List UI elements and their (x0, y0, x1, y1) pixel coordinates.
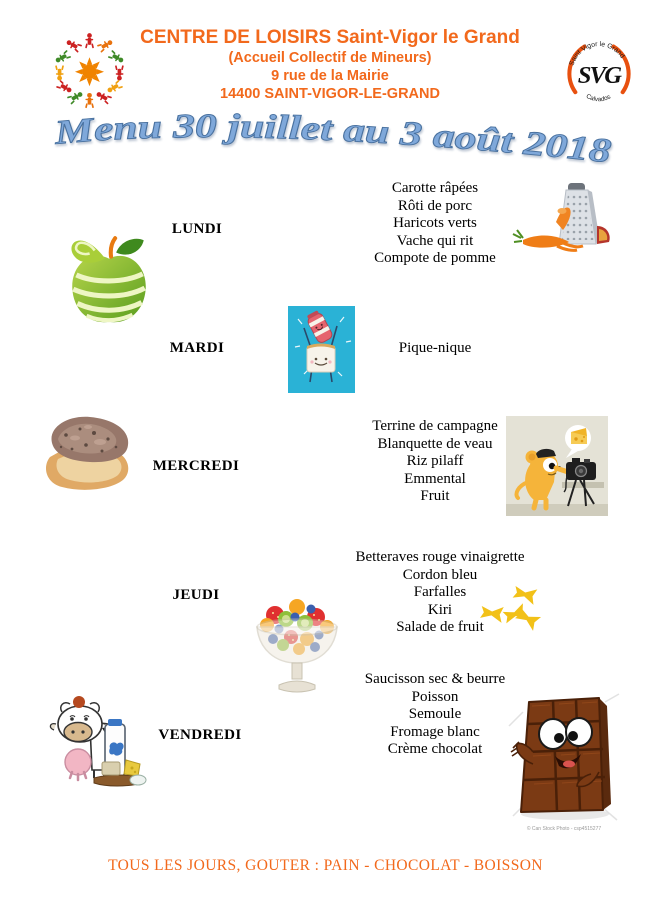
menu-item: Riz pilaff (406, 453, 464, 469)
menu-week-title-svg (28, 102, 628, 174)
peeled-apple-illustration (58, 227, 160, 331)
org-subtitle: (Accueil Collectif de Mineurs) (228, 50, 432, 66)
chocolate-bar-character-illustration (503, 692, 625, 824)
mouse-camera-illustration (506, 416, 608, 516)
day-label-mercredi: MERCREDI (152, 458, 240, 474)
farfalle-pasta-illustration (476, 576, 546, 636)
menu-item: Haricots verts (393, 215, 477, 231)
menu-item: Salade de fruit (396, 619, 484, 635)
menu-item: Emmental (404, 470, 466, 487)
terrine-bread-illustration (28, 405, 140, 503)
stock-photo-credit: © Can Stock Photo - csp4515277 (526, 826, 602, 832)
org-address-line1: 9 rue de la Mairie (271, 68, 389, 84)
stamp-top-text: Saint Vigor le Grand (568, 41, 626, 67)
menu-item: Pique-nique (398, 340, 472, 356)
cow-dairy-illustration (42, 686, 147, 798)
day-label-mardi: MARDI (169, 340, 225, 356)
svg-text:Menu 30 juillet au 3 août 2018 (52, 108, 613, 170)
menu-item: Kiri (427, 601, 453, 618)
kids-circle-logo (42, 26, 137, 114)
menu-item: Fromage blanc (390, 723, 480, 740)
menu-item: Vache qui rit (396, 232, 474, 249)
menu-item: Saucisson sec & beurre (364, 671, 506, 687)
menu-item: Fruit (420, 488, 450, 504)
menu-item: Cordon bleu (402, 566, 478, 583)
menu-item: Rôti de porc (397, 197, 473, 214)
org-address-line2: 14400 SAINT-VIGOR-LE-GRAND (220, 86, 440, 102)
org-name: CENTRE DE LOISIRS Saint-Vigor le Grand (140, 27, 520, 48)
day-label-vendredi: VENDREDI (158, 727, 242, 743)
snack-footer-note: TOUS LES JOURS, GOUTER : PAIN - CHOCOLAT - BOISSON (108, 857, 543, 874)
stamp-bottom-text: Calvados (584, 92, 612, 104)
menu-item: Carotte râpées (391, 180, 479, 196)
menu-item: Terrine de campagne (372, 418, 498, 434)
menu-item: Semoule (408, 706, 462, 722)
grater-carrots-illustration (511, 180, 616, 259)
day-label-lundi: LUNDI (171, 221, 223, 237)
menu-item: Farfalles (413, 584, 467, 600)
day-label-jeudi: JEUDI (172, 587, 220, 603)
menu-item: Compote de pomme (374, 250, 496, 266)
menu-item: Blanquette de veau (377, 435, 493, 452)
menu-item: Betteraves rouge vinaigrette (355, 549, 525, 565)
menu-item: Poisson (411, 688, 459, 705)
picnic-sandwich-illustration (288, 306, 355, 393)
header-block (130, 27, 530, 103)
menu-item: Crème chocolat (387, 741, 483, 757)
menu-week-title: Menu 30 juillet au 3 août 2018 (53, 108, 608, 170)
stamp-center-text: SVG (577, 62, 621, 90)
